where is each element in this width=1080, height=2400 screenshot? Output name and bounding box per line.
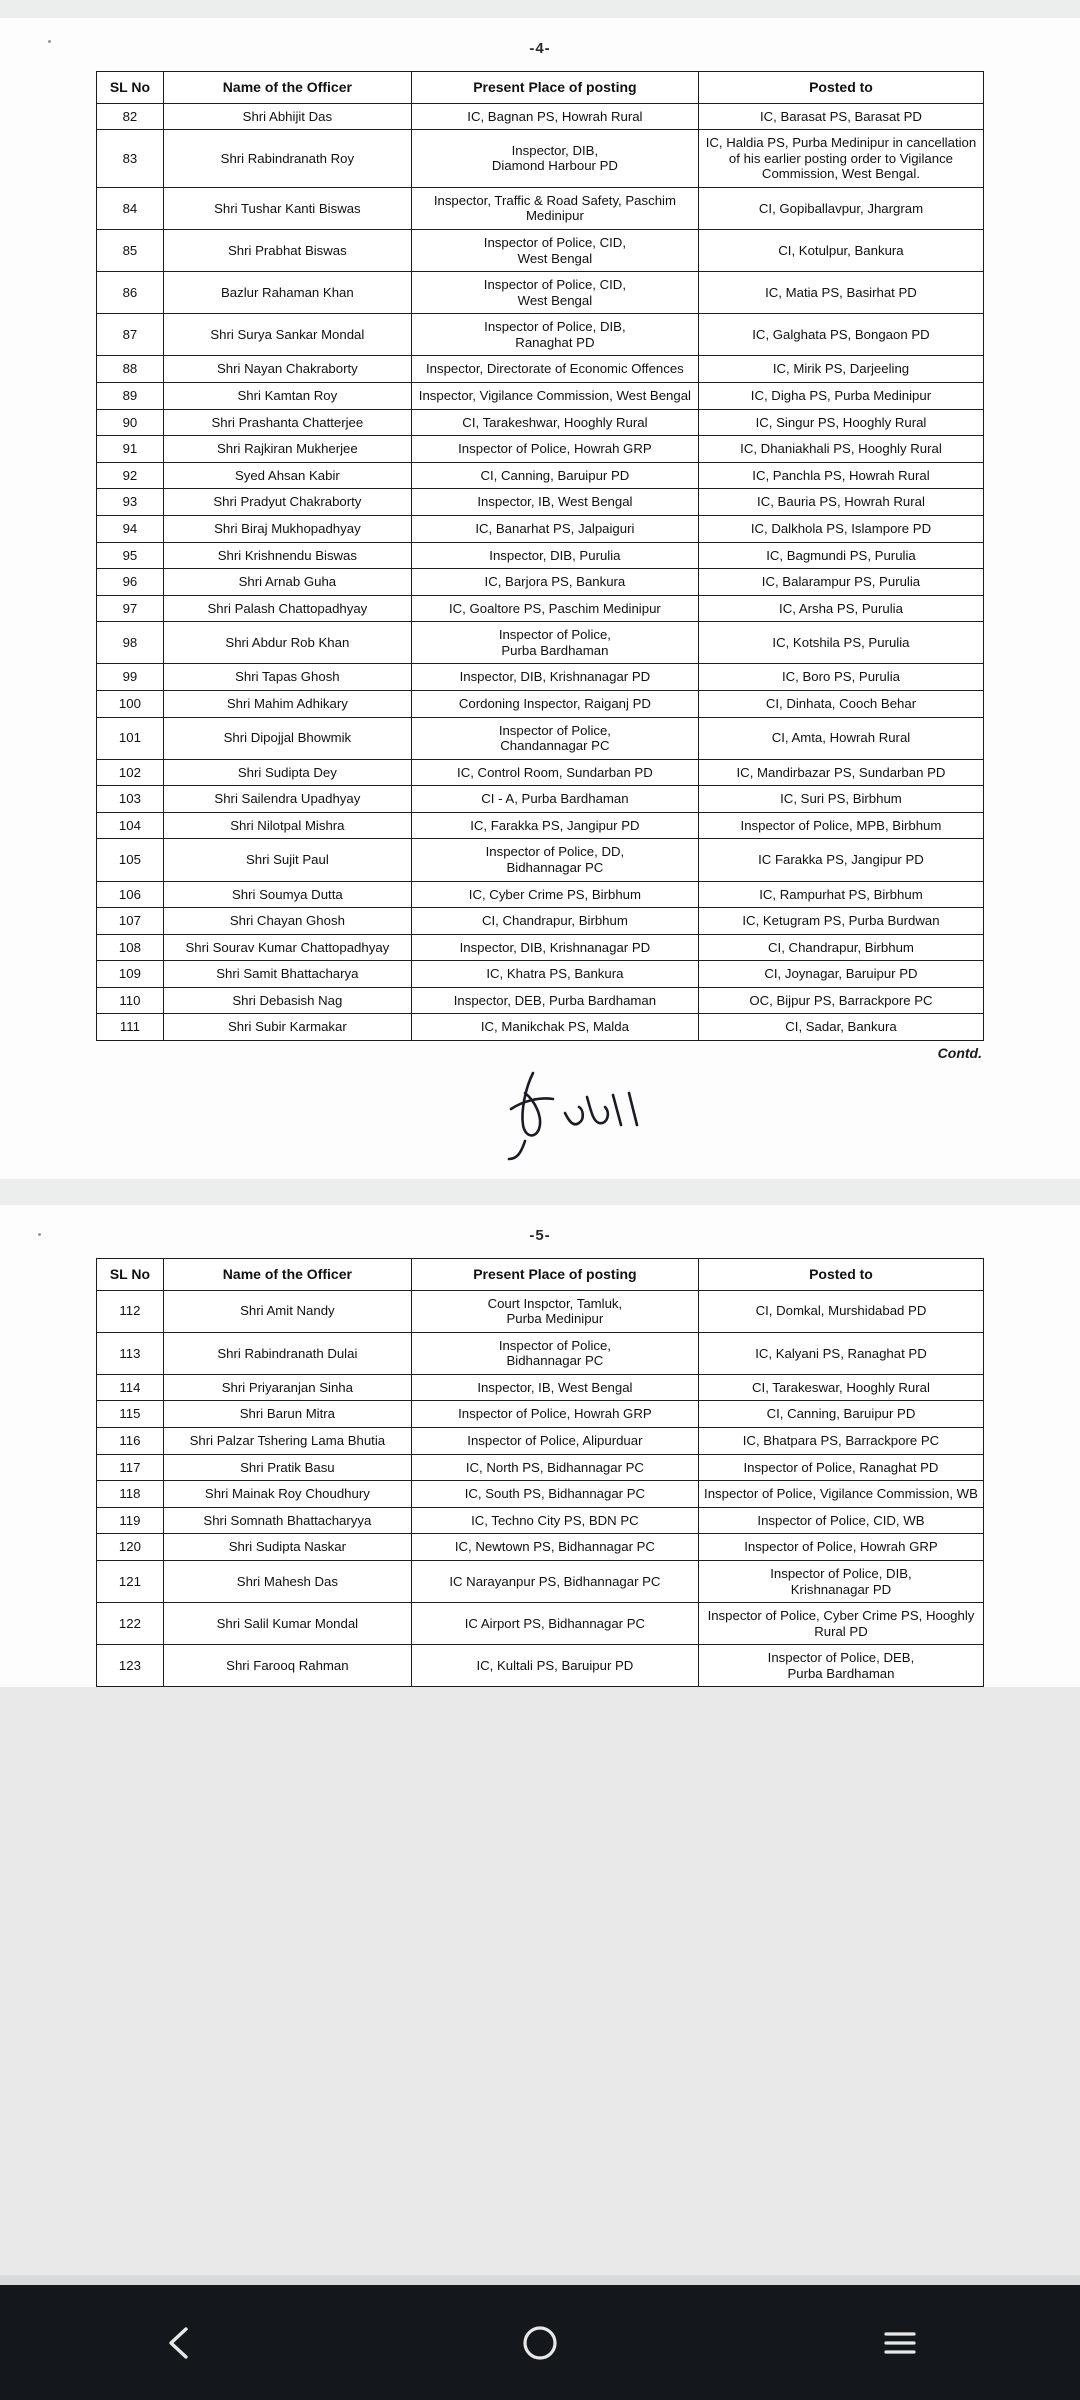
cell-posted: CI, Amta, Howrah Rural	[698, 717, 983, 759]
cell-sl: 95	[97, 542, 164, 569]
signature-area	[0, 1061, 1080, 1179]
cell-name: Shri Dipojjal Bhowmik	[163, 717, 411, 759]
page-number-5: -5-	[529, 1227, 551, 1245]
cell-posted: CI, Canning, Baruipur PD	[698, 1401, 983, 1428]
cell-sl: 105	[97, 839, 164, 881]
cell-sl: 120	[97, 1534, 164, 1561]
cell-name: Shri Barun Mitra	[163, 1401, 411, 1428]
table-row	[97, 622, 984, 664]
cell-present: Inspector of Police, DD, Bidhannagar PC	[411, 839, 698, 881]
cell-name: Shri Surya Sankar Mondal	[163, 314, 411, 356]
cell-name: Shri Rabindranath Roy	[163, 130, 411, 188]
cell-present: IC, South PS, Bidhannagar PC	[411, 1481, 698, 1508]
cell-present: Inspector of Police, Alipurduar	[411, 1428, 698, 1455]
table-row	[97, 272, 984, 314]
table-row	[97, 934, 984, 961]
cell-name: Shri Tushar Kanti Biswas	[163, 187, 411, 229]
cell-name: Shri Krishnendu Biswas	[163, 542, 411, 569]
cell-posted: CI, Domkal, Murshidabad PD	[698, 1290, 983, 1332]
cell-present: Inspector, Directorate of Economic Offences	[411, 356, 698, 383]
cell-posted: IC, Bauria PS, Howrah Rural	[698, 489, 983, 516]
cell-posted: IC, Mirik PS, Darjeeling	[698, 356, 983, 383]
cell-sl: 99	[97, 664, 164, 691]
scanned-page-4	[0, 18, 1080, 1179]
cell-present: Inspector, Traffic & Road Safety, Paschim Medinipur	[411, 187, 698, 229]
cell-sl: 86	[97, 272, 164, 314]
cell-sl: 119	[97, 1507, 164, 1534]
cell-posted: Inspector of Police, Cyber Crime PS, Hooghly Rural PD	[698, 1603, 983, 1645]
table-row	[97, 489, 984, 516]
cell-posted: CI, Chandrapur, Birbhum	[698, 934, 983, 961]
cell-posted: IC, Barasat PS, Barasat PD	[698, 103, 983, 130]
cell-sl: 108	[97, 934, 164, 961]
cell-name: Shri Soumya Dutta	[163, 881, 411, 908]
cell-present: IC, Manikchak PS, Malda	[411, 1014, 698, 1041]
cell-posted: CI, Tarakeswar, Hooghly Rural	[698, 1374, 983, 1401]
cell-present: Court Inspctor, Tamluk, Purba Medinipur	[411, 1290, 698, 1332]
table-row	[97, 1560, 984, 1602]
cell-present: Inspector, DIB, Diamond Harbour PD	[411, 130, 698, 188]
cell-posted: IC, Matia PS, Basirhat PD	[698, 272, 983, 314]
table-row	[97, 881, 984, 908]
cell-name: Shri Palzar Tshering Lama Bhutia	[163, 1428, 411, 1455]
table-row	[97, 1401, 984, 1428]
table-row	[97, 542, 984, 569]
viewer-top-strip	[0, 0, 1080, 18]
cell-posted: IC, Digha PS, Purba Medinipur	[698, 383, 983, 410]
cell-name: Shri Priyaranjan Sinha	[163, 1374, 411, 1401]
cell-name: Shri Debasish Nag	[163, 987, 411, 1014]
cell-present: Inspector, IB, West Bengal	[411, 1374, 698, 1401]
cell-sl: 114	[97, 1374, 164, 1401]
cell-posted: IC Farakka PS, Jangipur PD	[698, 839, 983, 881]
cell-sl: 111	[97, 1014, 164, 1041]
cell-posted: IC, Arsha PS, Purulia	[698, 595, 983, 622]
cell-posted: IC, Rampurhat PS, Birbhum	[698, 881, 983, 908]
table-row	[97, 1428, 984, 1455]
table-row	[97, 103, 984, 130]
cell-name: Shri Mahim Adhikary	[163, 690, 411, 717]
cell-present: Inspector of Police, CID, West Bengal	[411, 272, 698, 314]
table-row	[97, 383, 984, 410]
page-number-4: -4-	[529, 40, 551, 57]
cell-present: IC Airport PS, Bidhannagar PC	[411, 1603, 698, 1645]
table-row	[97, 462, 984, 489]
cell-sl: 93	[97, 489, 164, 516]
table-row	[97, 187, 984, 229]
cell-name: Syed Ahsan Kabir	[163, 462, 411, 489]
cell-name: Shri Nilotpal Mishra	[163, 812, 411, 839]
cell-sl: 113	[97, 1332, 164, 1374]
cell-posted: Inspector of Police, DIB, Krishnanagar PD	[698, 1560, 983, 1602]
cell-sl: 96	[97, 569, 164, 596]
cell-posted: Inspector of Police, Howrah GRP	[698, 1534, 983, 1561]
cell-present: IC, Barjora PS, Bankura	[411, 569, 698, 596]
cell-name: Shri Chayan Ghosh	[163, 908, 411, 935]
cell-name: Shri Pradyut Chakraborty	[163, 489, 411, 516]
cell-name: Shri Prabhat Biswas	[163, 229, 411, 271]
cell-posted: IC, Galghata PS, Bongaon PD	[698, 314, 983, 356]
cell-posted: IC, Bhatpara PS, Barrackpore PC	[698, 1428, 983, 1455]
cell-name: Shri Nayan Chakraborty	[163, 356, 411, 383]
table-row	[97, 1645, 984, 1687]
table-row	[97, 690, 984, 717]
cell-name: Shri Sudipta Dey	[163, 759, 411, 786]
cell-sl: 97	[97, 595, 164, 622]
cell-posted: CI, Dinhata, Cooch Behar	[698, 690, 983, 717]
table-row	[97, 664, 984, 691]
cell-name: Shri Biraj Mukhopadhyay	[163, 515, 411, 542]
officer-transfer-table-page5	[96, 1258, 984, 1687]
cell-sl: 102	[97, 759, 164, 786]
cell-present: IC, Newtown PS, Bidhannagar PC	[411, 1534, 698, 1561]
column-header-present-place: Present Place of posting	[411, 1259, 698, 1291]
cell-sl: 117	[97, 1454, 164, 1481]
table-row	[97, 961, 984, 988]
table-row	[97, 759, 984, 786]
cell-name: Shri Amit Nandy	[163, 1290, 411, 1332]
column-header-name: Name of the Officer	[163, 1259, 411, 1291]
cell-name: Shri Samit Bhattacharya	[163, 961, 411, 988]
cell-posted: Inspector of Police, Vigilance Commission, WB	[698, 1481, 983, 1508]
table-row	[97, 356, 984, 383]
cell-present: Inspector, DEB, Purba Bardhaman	[411, 987, 698, 1014]
cell-sl: 110	[97, 987, 164, 1014]
cell-posted: IC, Boro PS, Purulia	[698, 664, 983, 691]
cell-posted: IC, Bagmundi PS, Purulia	[698, 542, 983, 569]
cell-present: Inspector of Police, Bidhannagar PC	[411, 1332, 698, 1374]
cell-present: IC, North PS, Bidhannagar PC	[411, 1454, 698, 1481]
cell-present: IC, Kultali PS, Baruipur PD	[411, 1645, 698, 1687]
cell-posted: Inspector of Police, CID, WB	[698, 1507, 983, 1534]
table-row	[97, 786, 984, 813]
cell-present: Inspector of Police, Howrah GRP	[411, 1401, 698, 1428]
cell-name: Shri Abdur Rob Khan	[163, 622, 411, 664]
cell-sl: 87	[97, 314, 164, 356]
cell-sl: 115	[97, 1401, 164, 1428]
cell-posted: IC, Suri PS, Birbhum	[698, 786, 983, 813]
cell-name: Shri Sujit Paul	[163, 839, 411, 881]
cell-sl: 122	[97, 1603, 164, 1645]
cell-sl: 106	[97, 881, 164, 908]
cell-present: CI, Canning, Baruipur PD	[411, 462, 698, 489]
back-button[interactable]	[120, 2298, 240, 2388]
cell-present: Inspector of Police, Chandannagar PC	[411, 717, 698, 759]
cell-present: Inspector, DIB, Purulia	[411, 542, 698, 569]
table-row	[97, 229, 984, 271]
table-row	[97, 515, 984, 542]
table-row	[97, 1507, 984, 1534]
table-row	[97, 717, 984, 759]
table-row	[97, 1603, 984, 1645]
cell-sl: 123	[97, 1645, 164, 1687]
column-header-posted-to: Posted to	[698, 1259, 983, 1291]
cell-present: IC Narayanpur PS, Bidhannagar PC	[411, 1560, 698, 1602]
cell-sl: 90	[97, 409, 164, 436]
cell-posted: IC, Panchla PS, Howrah Rural	[698, 462, 983, 489]
table-header-row	[97, 72, 984, 104]
cell-present: Inspector, IB, West Bengal	[411, 489, 698, 516]
cell-sl: 112	[97, 1290, 164, 1332]
cell-name: Shri Farooq Rahman	[163, 1645, 411, 1687]
cell-sl: 121	[97, 1560, 164, 1602]
cell-sl: 91	[97, 436, 164, 463]
cell-present: CI - A, Purba Bardhaman	[411, 786, 698, 813]
table-row	[97, 569, 984, 596]
cell-sl: 116	[97, 1428, 164, 1455]
cell-posted: IC, Haldia PS, Purba Medinipur in cancellation of his earlier posting order to Vigilance Commission, West Bengal.	[698, 130, 983, 188]
cell-name: Shri Palash Chattopadhyay	[163, 595, 411, 622]
cell-present: IC, Bagnan PS, Howrah Rural	[411, 103, 698, 130]
cell-posted: CI, Gopiballavpur, Jhargram	[698, 187, 983, 229]
cell-sl: 109	[97, 961, 164, 988]
cell-posted: OC, Bijpur PS, Barrackpore PC	[698, 987, 983, 1014]
column-header-sl: SL No	[97, 1259, 164, 1291]
cell-name: Shri Rajkiran Mukherjee	[163, 436, 411, 463]
cell-sl: 85	[97, 229, 164, 271]
cell-present: IC, Cyber Crime PS, Birbhum	[411, 881, 698, 908]
cell-sl: 82	[97, 103, 164, 130]
circle-home-icon	[516, 2319, 564, 2367]
cell-present: IC, Control Room, Sundarban PD	[411, 759, 698, 786]
cell-posted: CI, Sadar, Bankura	[698, 1014, 983, 1041]
handwritten-signature	[495, 1067, 685, 1167]
cell-posted: IC, Balarampur PS, Purulia	[698, 569, 983, 596]
officer-transfer-table-page4	[96, 71, 984, 1041]
table-header-row	[97, 1259, 984, 1291]
table-row	[97, 908, 984, 935]
cell-name: Shri Abhijit Das	[163, 103, 411, 130]
page-separator	[0, 1179, 1080, 1205]
table-row	[97, 1332, 984, 1374]
cell-sl: 101	[97, 717, 164, 759]
column-header-present-place: Present Place of posting	[411, 72, 698, 104]
table-row	[97, 812, 984, 839]
cell-sl: 92	[97, 462, 164, 489]
cell-name: Shri Kamtan Roy	[163, 383, 411, 410]
cell-sl: 100	[97, 690, 164, 717]
cell-posted: Inspector of Police, Ranaghat PD	[698, 1454, 983, 1481]
cell-present: CI, Tarakeshwar, Hooghly Rural	[411, 409, 698, 436]
cell-posted: IC, Kotshila PS, Purulia	[698, 622, 983, 664]
cell-present: IC, Farakka PS, Jangipur PD	[411, 812, 698, 839]
cell-present: Inspector, DIB, Krishnanagar PD	[411, 664, 698, 691]
cell-name: Shri Mainak Roy Choudhury	[163, 1481, 411, 1508]
table-row	[97, 1290, 984, 1332]
chevron-left-icon	[156, 2319, 204, 2367]
cell-present: Inspector of Police, Purba Bardhaman	[411, 622, 698, 664]
table-row	[97, 595, 984, 622]
cell-posted: IC, Dalkhola PS, Islampore PD	[698, 515, 983, 542]
cell-sl: 88	[97, 356, 164, 383]
table-row	[97, 1534, 984, 1561]
cell-sl: 94	[97, 515, 164, 542]
cell-present: IC, Banarhat PS, Jalpaiguri	[411, 515, 698, 542]
home-button[interactable]	[480, 2298, 600, 2388]
cell-sl: 84	[97, 187, 164, 229]
cell-present: Inspector of Police, CID, West Bengal	[411, 229, 698, 271]
cell-posted: IC, Mandirbazar PS, Sundarban PD	[698, 759, 983, 786]
cell-name: Shri Sourav Kumar Chattopadhyay	[163, 934, 411, 961]
cell-present: Inspector of Police, DIB, Ranaghat PD	[411, 314, 698, 356]
cell-name: Shri Prashanta Chatterjee	[163, 409, 411, 436]
table-row	[97, 130, 984, 188]
column-header-posted-to: Posted to	[698, 72, 983, 104]
cell-present: Cordoning Inspector, Raiganj PD	[411, 690, 698, 717]
cell-name: Shri Tapas Ghosh	[163, 664, 411, 691]
cell-posted: IC, Singur PS, Hooghly Rural	[698, 409, 983, 436]
android-navigation-bar	[0, 2285, 1080, 2400]
cell-present: Inspector, DIB, Krishnanagar PD	[411, 934, 698, 961]
cell-posted: Inspector of Police, DEB, Purba Bardhaman	[698, 1645, 983, 1687]
table-row	[97, 1454, 984, 1481]
table-row	[97, 987, 984, 1014]
table-row	[97, 1481, 984, 1508]
cell-sl: 107	[97, 908, 164, 935]
cell-sl: 118	[97, 1481, 164, 1508]
cell-posted: Inspector of Police, MPB, Birbhum	[698, 812, 983, 839]
cell-posted: IC, Ketugram PS, Purba Burdwan	[698, 908, 983, 935]
cell-name: Shri Mahesh Das	[163, 1560, 411, 1602]
cell-sl: 104	[97, 812, 164, 839]
cell-sl: 98	[97, 622, 164, 664]
cell-name: Shri Sailendra Upadhyay	[163, 786, 411, 813]
scan-speck	[48, 40, 51, 43]
cell-sl: 89	[97, 383, 164, 410]
table-row	[97, 436, 984, 463]
cell-present: IC, Goaltore PS, Paschim Medinipur	[411, 595, 698, 622]
cell-name: Shri Arnab Guha	[163, 569, 411, 596]
cell-name: Shri Rabindranath Dulai	[163, 1332, 411, 1374]
cell-posted: CI, Kotulpur, Bankura	[698, 229, 983, 271]
cell-present: IC, Khatra PS, Bankura	[411, 961, 698, 988]
menu-lines-icon	[876, 2319, 924, 2367]
cell-sl: 83	[97, 130, 164, 188]
cell-posted: CI, Joynagar, Baruipur PD	[698, 961, 983, 988]
cell-name: Shri Somnath Bhattacharyya	[163, 1507, 411, 1534]
column-header-sl: SL No	[97, 72, 164, 104]
cell-name: Shri Pratik Basu	[163, 1454, 411, 1481]
cell-name: Shri Sudipta Naskar	[163, 1534, 411, 1561]
cell-sl: 103	[97, 786, 164, 813]
cell-posted: IC, Kalyani PS, Ranaghat PD	[698, 1332, 983, 1374]
cell-present: Inspector, Vigilance Commission, West Bengal	[411, 383, 698, 410]
cell-present: Inspector of Police, Howrah GRP	[411, 436, 698, 463]
table-row	[97, 314, 984, 356]
scanned-page-5	[0, 1205, 1080, 1687]
cell-present: IC, Techno City PS, BDN PC	[411, 1507, 698, 1534]
cell-name: Shri Salil Kumar Mondal	[163, 1603, 411, 1645]
recents-button[interactable]	[840, 2298, 960, 2388]
cell-posted: IC, Dhaniakhali PS, Hooghly Rural	[698, 436, 983, 463]
cell-name: Shri Subir Karmakar	[163, 1014, 411, 1041]
table-row	[97, 1014, 984, 1041]
cell-present: CI, Chandrapur, Birbhum	[411, 908, 698, 935]
table-row	[97, 839, 984, 881]
cell-name: Bazlur Rahaman Khan	[163, 272, 411, 314]
viewer-bottom-clip	[0, 2275, 1080, 2285]
page4-footer-note: Contd.	[937, 1045, 982, 1062]
table-row	[97, 409, 984, 436]
column-header-name: Name of the Officer	[163, 72, 411, 104]
table-row	[97, 1374, 984, 1401]
